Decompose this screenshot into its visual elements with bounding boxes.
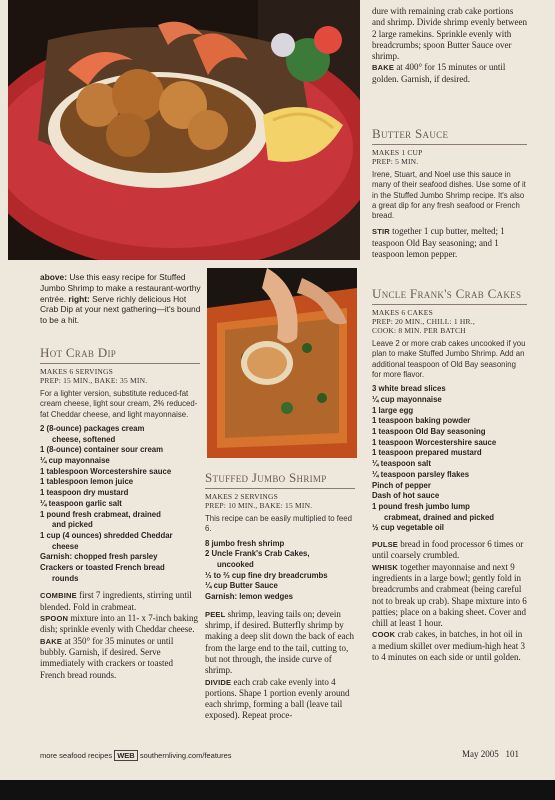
title-divider xyxy=(205,488,355,489)
ingredient: 8 jumbo fresh shrimp xyxy=(205,538,285,548)
continued-text: dure with remaining crab cake portions and shrimp. Divide shrimp evenly between 2 large ramekins. Sprinkle evenly with breadcrumbs; spoon Butter Sauce over shrimp. xyxy=(372,6,527,62)
ingredient: 1 large egg xyxy=(372,405,414,415)
recipe-yield: MAKES 1 CUP xyxy=(372,148,423,157)
recipe-intro: For a lighter version, substitute reduced-fat cream cheese, light sour cream, 2% reduced-fat Cheddar cheese, and light mayonnaise. xyxy=(40,389,198,419)
step-text: together 1 cup butter, melted; 1 teaspoon Old Bay seasoning; and 1 teaspoon lemon pepper. xyxy=(372,226,505,260)
step-verb: BAKE xyxy=(40,636,63,646)
step-verb: COMBINE xyxy=(40,591,77,601)
page-footer xyxy=(462,749,519,759)
caption-above-text: Use this easy recipe for Stuffed Jumbo Shrimp to make a restaurant-worthy entrée. xyxy=(40,272,201,304)
web-badge: WEB xyxy=(114,750,138,761)
step-verb: WHISK xyxy=(372,562,398,572)
ingredient: 1 tablespoon Worcestershire sauce xyxy=(40,466,172,476)
step-text: at 350° for 35 minutes or until bubbly. Garnish, if desired. Serve immediately with crackers or toasted French bread rounds. xyxy=(40,635,174,680)
step xyxy=(205,609,355,677)
ingredient: ¼ cup mayonnaise xyxy=(372,394,442,404)
caption-right-text: Serve richly delicious Hot Crab Dip at your next gathering—it's bound to be a hit. xyxy=(40,293,201,326)
title-divider xyxy=(40,363,200,364)
ingredient: and picked xyxy=(52,520,93,530)
ingredient: ¼ cup mayonnaise xyxy=(40,456,110,465)
ingredient: uncooked xyxy=(217,560,254,569)
recipe-yield: MAKES 2 SERVINGS xyxy=(205,492,279,501)
ingredient: ¼ cup Butter Sauce xyxy=(205,581,278,591)
ingredient: 1 teaspoon baking powder xyxy=(372,416,471,426)
ingredient: cheese xyxy=(52,541,79,551)
step xyxy=(40,613,200,636)
ingredient: rounds xyxy=(52,573,79,583)
ingredient-list xyxy=(205,539,355,603)
scan-edge xyxy=(0,780,555,800)
footer-web-link[interactable] xyxy=(40,750,232,761)
step xyxy=(372,62,527,85)
step-text: mixture into an 11- x 7-inch baking dish; sprinkle evenly with Cheddar cheese. xyxy=(40,613,198,635)
step xyxy=(40,590,200,613)
ingredient: 1 (8-ounce) container sour cream xyxy=(40,445,164,455)
issue-date: May 2005 xyxy=(462,749,499,759)
butter-sauce-recipe xyxy=(372,126,527,260)
ingredient: Crackers or toasted French bread xyxy=(40,563,165,573)
recipe-steps xyxy=(372,226,527,260)
ingredient: 1 tablespoon lemon juice xyxy=(40,477,134,487)
recipe-yield: MAKES 6 SERVINGS xyxy=(40,367,114,376)
recipe-steps xyxy=(205,609,355,722)
recipe-time: PREP: 5 MIN. xyxy=(372,157,419,166)
ingredient: 2 (8-ounce) packages cream xyxy=(40,423,145,433)
ingredient: ½ cup vegetable oil xyxy=(372,523,444,533)
ingredient: 1 pound fresh crabmeat, drained xyxy=(40,509,161,519)
step xyxy=(40,636,200,681)
step-text: bread in food processor 6 times or until coarsely crumbled. xyxy=(372,539,524,561)
ingredient: 1 pound fresh jumbo lump xyxy=(372,501,470,511)
ingredient-list xyxy=(40,424,200,585)
ingredient: 1 teaspoon dry mustard xyxy=(40,488,129,498)
stuffed-shrimp-continued xyxy=(372,6,527,85)
ingredient: 1 teaspoon Old Bay seasoning xyxy=(372,427,486,436)
hot-crab-dip-recipe xyxy=(40,345,200,681)
crab-cakes-recipe xyxy=(372,286,527,663)
step-text: each crab cake evenly into 4 portions. Shape 1 portion evenly around each shrimp, forming a ball (leave tail exposed). Repeat proce- xyxy=(205,676,350,721)
title-divider xyxy=(372,304,527,305)
recipe-intro: This recipe can be easily multiplied to feed 6. xyxy=(205,514,352,534)
step-text: crab cakes, in batches, in hot oil in a medium skillet over medium-high heat 3 to 4 minutes on each side or until golden. xyxy=(372,629,525,662)
ingredient: Pinch of pepper xyxy=(372,480,431,490)
stuffed-shrimp-photo xyxy=(8,0,360,260)
step-text: together mayonnaise and next 9 ingredients in a large bowl; gently fold in breadcrumbs and crabmeat (being careful not to break up crab). Shape mixture into 6 patties; place on a baking sheet. Cover and chill at least 1 hour. xyxy=(372,561,527,629)
step-text: at 400° for 15 minutes or until golden. Garnish, if desired. xyxy=(372,62,506,84)
ingredient: ¼ teaspoon garlic salt xyxy=(40,498,122,508)
step-verb: STIR xyxy=(372,227,390,237)
ingredient: crabmeat, drained and picked xyxy=(384,512,495,522)
step xyxy=(372,226,527,260)
step-text: shrimp, leaving tails on; devein shrimp, if desired. Butterfly shrimp by making a deep slit down the back of each from the large end to the tail, cutting to, but not through, the inside curve of shrimp. xyxy=(205,608,354,676)
recipe-steps xyxy=(372,539,527,663)
step-verb: PEEL xyxy=(205,609,226,619)
step-verb: COOK xyxy=(372,630,396,640)
step xyxy=(205,677,355,722)
recipe-intro: Leave 2 or more crab cakes uncooked if you plan to make Stuffed Jumbo Shrimp. Add an additional teaspoon of Old Bay seasoning for more flavor. xyxy=(372,339,526,379)
ingredient: 2 Uncle Frank's Crab Cakes, xyxy=(205,549,310,559)
recipe-title: Hot Crab Dip xyxy=(40,345,117,360)
stuffed-shrimp-recipe xyxy=(205,470,355,722)
ingredient: Dash of hot sauce xyxy=(372,491,440,501)
recipe-time-cook: COOK: 8 MIN. PER BATCH xyxy=(372,326,466,335)
ingredient: 1 cup (4 ounces) shredded Cheddar xyxy=(40,530,173,540)
step-verb: DIVIDE xyxy=(205,677,232,687)
ingredient: Garnish: lemon wedges xyxy=(205,592,293,602)
recipe-time: PREP: 15 MIN., BAKE: 35 MIN. xyxy=(40,376,148,385)
step-verb: BAKE xyxy=(372,63,395,73)
step-text: first 7 ingredients, stirring until blended. Fold in crabmeat. xyxy=(40,590,192,612)
ingredient: ¼ teaspoon salt xyxy=(372,459,431,469)
ingredient: Garnish: chopped fresh parsley xyxy=(40,552,158,562)
recipe-time: PREP: 10 MIN., BAKE: 15 MIN. xyxy=(205,501,313,510)
ingredient: 1 teaspoon prepared mustard xyxy=(372,448,482,458)
recipe-title: Butter Sauce xyxy=(372,126,449,141)
ingredient: 3 white bread slices xyxy=(372,384,446,394)
footer-url[interactable]: southernliving.com/features xyxy=(139,751,232,760)
recipe-steps xyxy=(40,590,200,680)
step xyxy=(372,562,527,630)
page-number: 101 xyxy=(505,749,519,759)
recipe-yield: MAKES 6 CAKES xyxy=(372,308,433,317)
step xyxy=(372,629,527,663)
ingredient-list xyxy=(372,384,527,534)
title-divider xyxy=(372,144,527,145)
step-verb: PULSE xyxy=(372,540,399,550)
hot-crab-dip-photo xyxy=(207,268,357,458)
step xyxy=(372,539,527,562)
ingredient: ⅓ to ⅔ cup fine dry breadcrumbs xyxy=(205,570,328,580)
caption-above-label: above: xyxy=(40,272,67,282)
photo-caption xyxy=(40,272,202,326)
footer-label: more seafood recipes xyxy=(40,751,113,760)
step-verb: SPOON xyxy=(40,614,69,624)
recipe-intro: Irene, Stuart, and Noel use this sauce in many of their seafood dishes. Use some of it in the Stuffed Jumbo Shrimp recipe. It's also a great dip for any fresh seafood or French bread. xyxy=(372,170,526,221)
ingredient: 1 teaspoon Worcestershire sauce xyxy=(372,437,497,447)
ingredient: ¼ teaspoon parsley flakes xyxy=(372,469,470,479)
caption-right-label: right: xyxy=(68,293,90,304)
recipe-time: PREP: 20 MIN., CHILL: 1 HR., xyxy=(372,317,475,326)
ingredient: cheese, softened xyxy=(52,434,116,444)
recipe-title: Uncle Frank's Crab Cakes xyxy=(372,286,522,301)
recipe-title: Stuffed Jumbo Shrimp xyxy=(205,470,327,485)
